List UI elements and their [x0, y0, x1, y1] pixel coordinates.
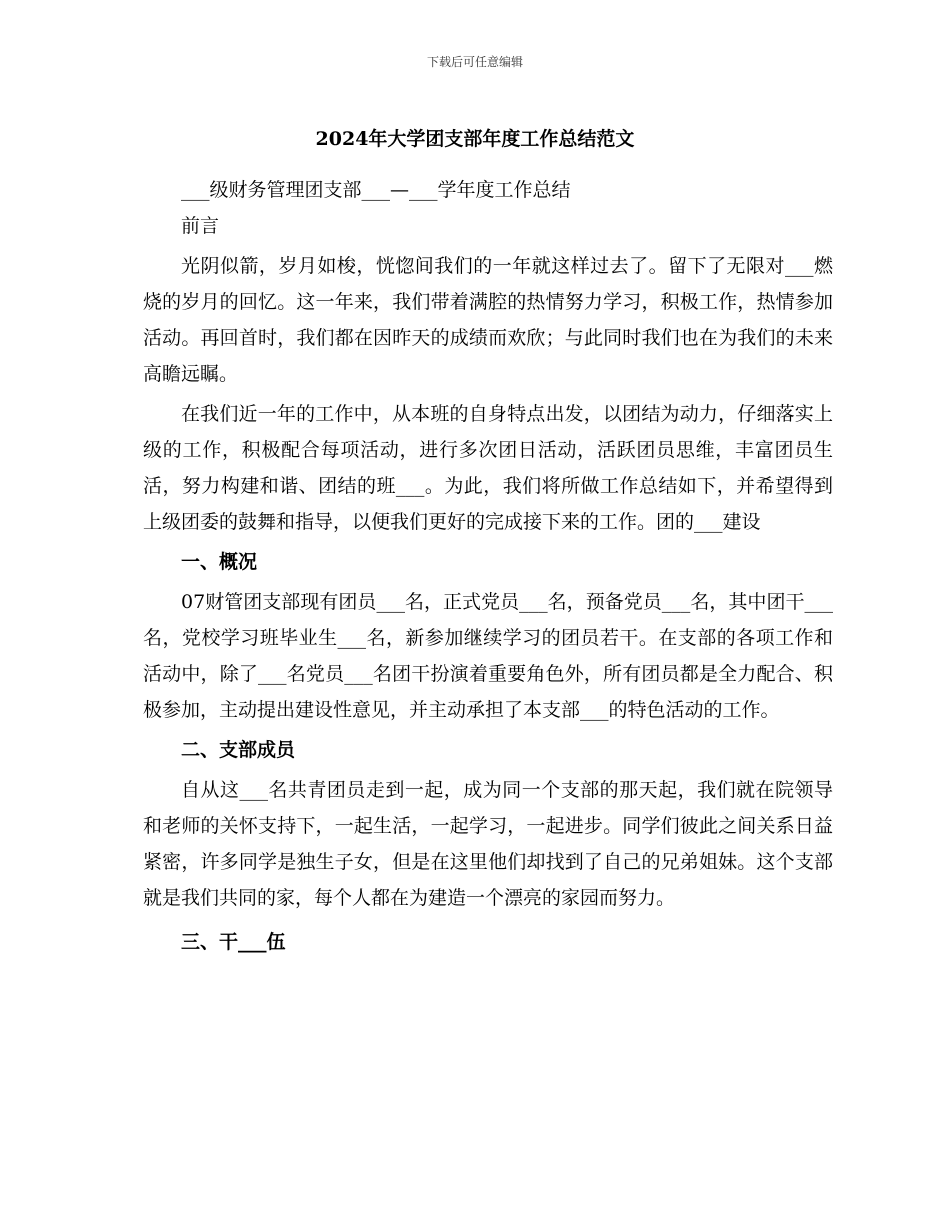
document-body — [143, 172, 833, 960]
section-heading-overview: 一、概况 — [181, 551, 258, 573]
document-title: 2024年大学团支部年度工作总结范文 — [315, 128, 635, 150]
paragraph-work-summary: 在我们近一年的工作中，从本班的自身特点出发，以团结为动力，仔细落实上级的工作，积极配合每项活动，进行多次团日活动，活跃团员思维，丰富团员生活，努力构建和谐、团结的班___。为此，我们将所做工作总结如下，并希望得到上级团委的鼓舞和指导，以便我们更好的完成接下来的工作。团的___建设 — [143, 403, 833, 533]
paragraph-overview: 07财管团支部现有团员___名，正式党员___名，预备党员___名，其中团干___名，党校学习班毕业生___名，新参加继续学习的团员若干。在支部的各项工作和活动中，除了___名党员___名团干扮演着重要角色外，所有团员都是全力配合、积极参加，主动提出建设性意见，并主动承担了本支部___的特色活动的工作。 — [143, 591, 833, 721]
paragraph-members: 自从这___名共青团员走到一起，成为同一个支部的那天起，我们就在院领导和老师的关怀支持下，一起生活，一起学习，一起进步。同学们彼此之间关系日益紧密，许多同学是独生子女，但是在这里他们却找到了自己的兄弟姐妹。这个支部就是我们共同的家，每个人都在为建造一个漂亮的家园而努力。 — [143, 779, 833, 909]
preface-heading: 前言 — [181, 215, 220, 237]
paragraph-intro: 光阴似箭，岁月如梭，恍惚间我们的一年就这样过去了。留下了无限对___燃烧的岁月的回忆。这一年来，我们带着满腔的热情努力学习，积极工作，热情参加活动。再回首时，我们都在因昨天的成绩而欢欣；与此同时我们也在为我们的未来高瞻远瞩。 — [143, 255, 833, 385]
header-note: 下载后可任意编辑 — [426, 55, 523, 69]
section-heading-cadres: 三、干___伍 — [181, 931, 286, 953]
subtitle-line: ___级财务管理团支部___—___学年度工作总结 — [181, 179, 571, 201]
section-heading-members: 二、支部成员 — [181, 739, 296, 761]
